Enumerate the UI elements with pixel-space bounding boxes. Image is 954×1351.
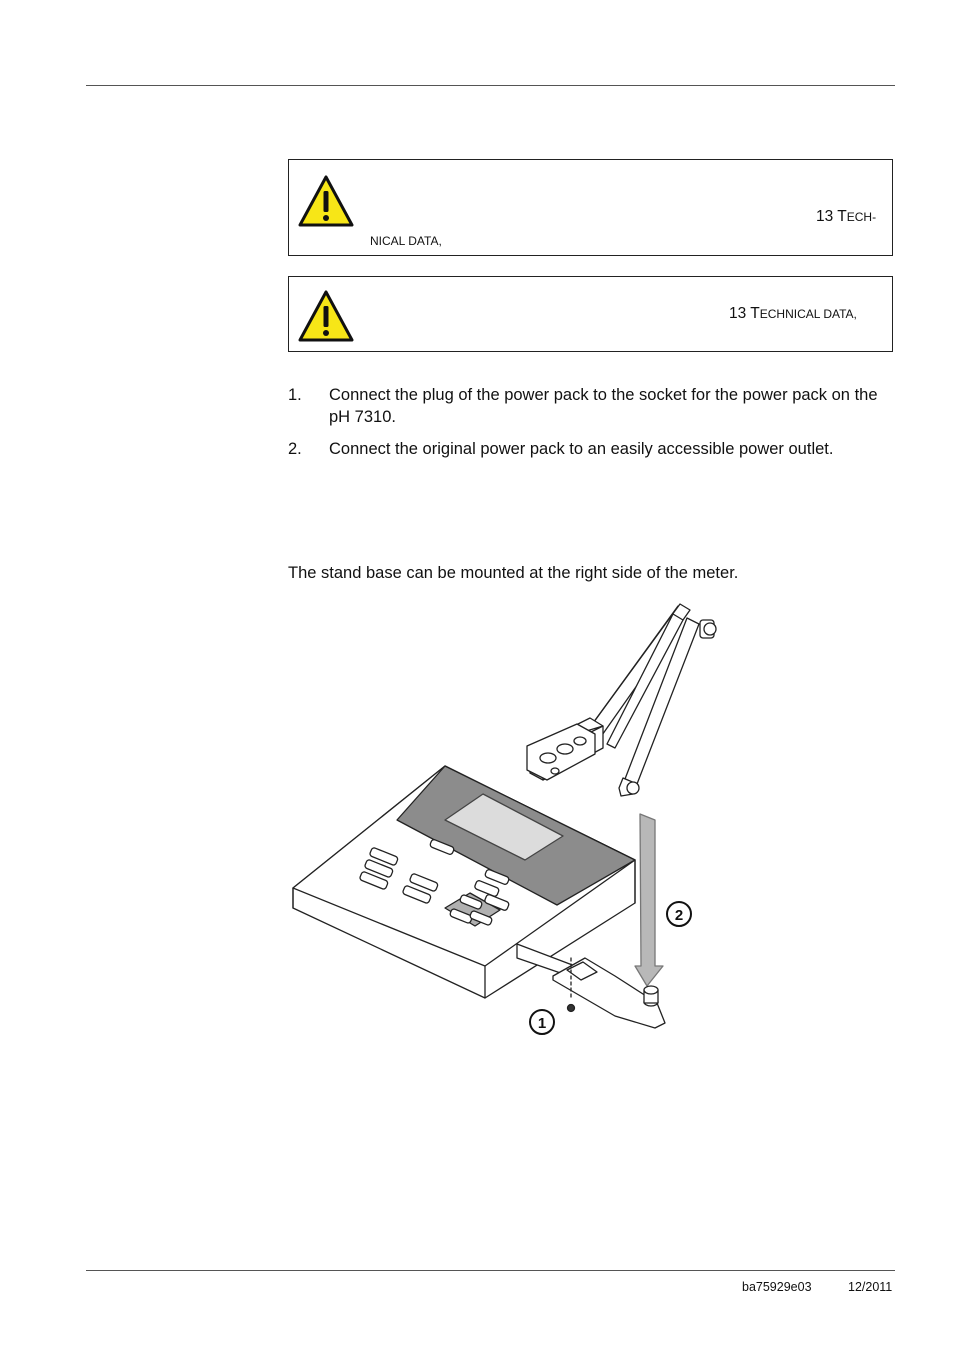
warning-2-reference: 13 TECHNICAL DATA, — [729, 305, 857, 322]
warning-1-reference-line2: NICAL DATA, — [370, 234, 442, 248]
svg-text:2: 2 — [674, 907, 684, 924]
header-rule — [86, 85, 895, 86]
step-2 — [288, 438, 893, 460]
warning-box-1 — [288, 159, 893, 256]
step-number: 2. — [288, 440, 302, 458]
stand-base-paragraph: The stand base can be mounted at the right side of the meter. — [288, 564, 739, 582]
step-text: Connect the plug of the power pack to the socket for the power pack on the pH 7310. — [329, 386, 878, 426]
step-number: 1. — [288, 386, 302, 404]
warning-1-reference-line1: 13 TECH- — [816, 208, 877, 225]
stand-mounting-illustration — [285, 598, 730, 1048]
footer-date: 12/2011 — [848, 1280, 893, 1294]
warning-triangle-icon — [297, 174, 355, 228]
footer-rule — [86, 1270, 895, 1271]
step-1 — [288, 384, 893, 428]
warning-triangle-icon — [297, 289, 355, 343]
callout-1 — [530, 1010, 554, 1034]
stand-arm — [527, 604, 716, 796]
svg-text:1: 1 — [537, 1015, 547, 1032]
footer-doc-id: ba75929e03 — [742, 1280, 812, 1294]
mounting-arrow — [635, 814, 663, 986]
warning-box-2 — [288, 276, 893, 352]
step-text: Connect the original power pack to an easily accessible power outlet. — [329, 440, 834, 458]
callout-2 — [667, 902, 691, 926]
